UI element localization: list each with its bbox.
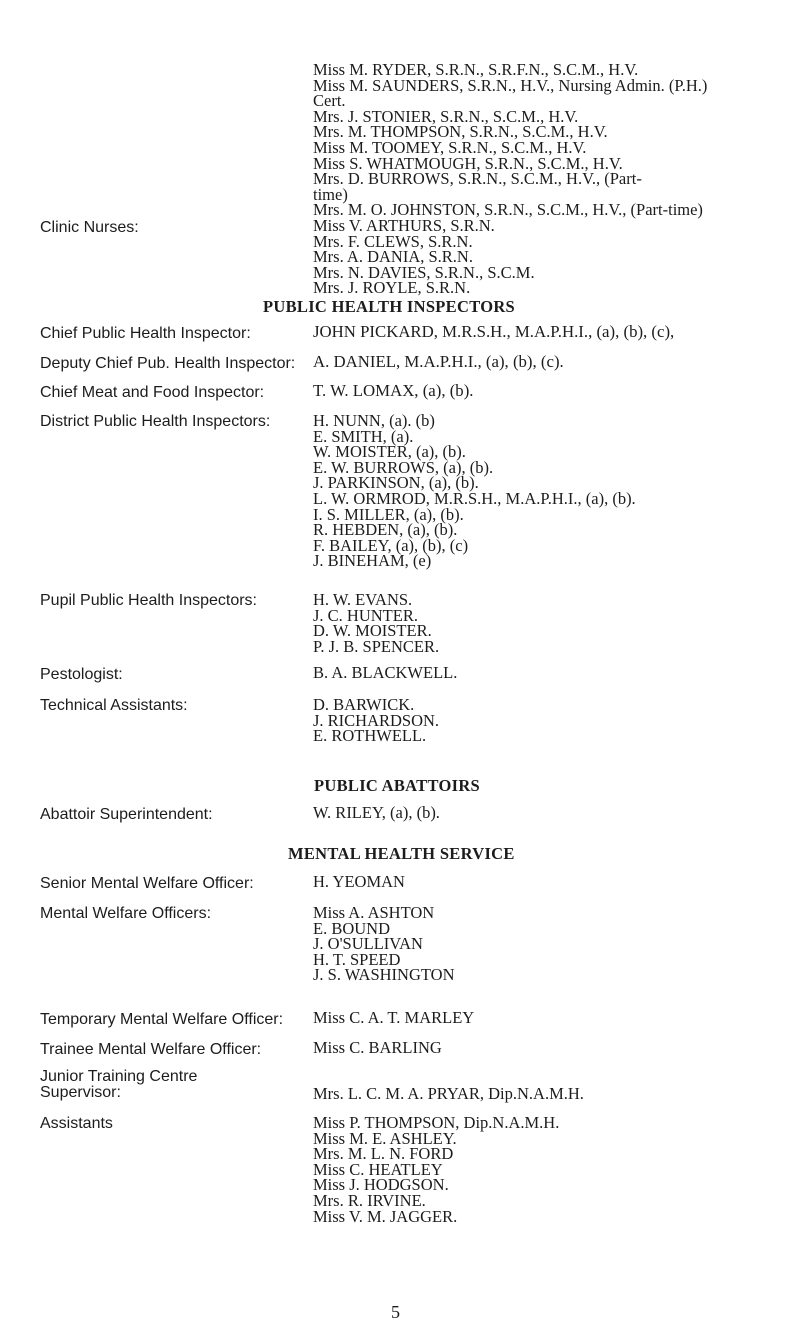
list-item: E. SMITH, (a).	[313, 426, 414, 446]
meat-inspector-name	[313, 383, 473, 399]
list-item: Miss M. SAUNDERS, S.R.N., H.V., Nursing Admin. (P.H.)	[313, 75, 708, 95]
page-number: 5	[391, 1302, 400, 1322]
trainee-officer-name	[313, 1040, 442, 1056]
list-item: Mrs. M. L. N. FORD	[313, 1144, 454, 1164]
list-item: Miss M. E. ASHLEY.	[313, 1128, 457, 1148]
temporary-officer-name	[313, 1010, 474, 1026]
pupil-inspectors-list	[313, 592, 439, 654]
nursing-staff-list	[313, 62, 707, 218]
list-item: Miss M. RYDER, S.R.N., S.R.F.N., S.C.M., H.V.	[313, 60, 639, 79]
list-item: Miss M. TOOMEY, S.R.N., S.C.M., H.V.	[313, 137, 587, 157]
assistants-label: Assistants	[40, 1115, 113, 1132]
district-inspectors-label: District Public Health Inspectors:	[40, 413, 271, 430]
list-item: P. J. B. SPENCER.	[313, 636, 440, 656]
list-item: B. A. BLACKWELL.	[313, 663, 458, 682]
pupil-inspectors-label: Pupil Public Health Inspectors:	[40, 592, 257, 609]
deputy-inspector-name	[313, 354, 564, 370]
list-item: D. BARWICK.	[313, 695, 415, 714]
list-item: H. W. EVANS.	[313, 590, 413, 609]
list-item: J. BINEHAM, (e)	[313, 551, 432, 571]
list-item: Mrs. F. CLEWS, S.R.N.	[313, 231, 473, 251]
list-item: Mrs. D. BURROWS, S.R.N., S.C.M., H.V., (Part-	[313, 169, 642, 189]
list-item: F. BAILEY, (a), (b), (c)	[313, 535, 469, 555]
list-item: time)	[313, 184, 348, 204]
junior-supervisor-label: Junior Training Centre Supervisor:	[40, 1068, 198, 1101]
list-item: J. PARKINSON, (a), (b).	[313, 473, 479, 493]
list-item: Mrs. M. O. JOHNSTON, S.R.N., S.C.M., H.V., (Part-time)	[313, 200, 703, 220]
clinic-nurses-label: Clinic Nurses:	[40, 219, 139, 236]
abattoir-superintendent-label: Abattoir Superintendent:	[40, 806, 213, 823]
list-item: T. W. LOMAX, (a), (b).	[313, 381, 474, 400]
abattoir-superintendent-name	[313, 805, 440, 821]
list-item: Mrs. M. THOMPSON, S.R.N., S.C.M., H.V.	[313, 122, 608, 142]
district-inspectors-list	[313, 413, 636, 569]
trainee-officer-label: Trainee Mental Welfare Officer:	[40, 1041, 262, 1058]
list-item: Miss C. HEATLEY	[313, 1159, 443, 1179]
list-item: H. T. SPEED	[313, 949, 401, 969]
list-item: D. W. MOISTER.	[313, 621, 432, 641]
list-item: W. RILEY, (a), (b).	[313, 803, 440, 822]
list-item: J. RICHARDSON.	[313, 710, 440, 730]
list-item: J. O'SULLIVAN	[313, 934, 423, 954]
list-item: Mrs. J. STONIER, S.R.N., S.C.M., H.V.	[313, 106, 579, 126]
list-item: Mrs. N. DAVIES, S.R.N., S.C.M.	[313, 262, 535, 282]
pestologist-name	[313, 665, 457, 681]
junior-supervisor-name	[313, 1086, 584, 1102]
welfare-officers-label: Mental Welfare Officers:	[40, 905, 212, 922]
chief-inspector-label: Chief Public Health Inspector:	[40, 325, 251, 342]
list-item: H. NUNN, (a). (b)	[313, 411, 435, 430]
list-item: Miss A. ASHTON	[313, 903, 435, 922]
clinic-nurses-list	[313, 218, 535, 296]
list-item: Miss P. THOMPSON, Dip.N.A.M.H.	[313, 1113, 560, 1132]
list-item: R. HEBDEN, (a), (b).	[313, 520, 458, 540]
list-item: Miss S. WHATMOUGH, S.R.N., S.C.M., H.V.	[313, 153, 623, 173]
chief-inspector-name	[313, 324, 674, 340]
list-item: Miss V. ARTHURS, S.R.N.	[313, 216, 495, 235]
temporary-officer-label: Temporary Mental Welfare Officer:	[40, 1011, 284, 1028]
public-health-heading: PUBLIC HEALTH INSPECTORS	[263, 297, 516, 316]
technical-assistants-label: Technical Assistants:	[40, 697, 188, 714]
list-item: J. C. HUNTER.	[313, 605, 418, 625]
list-item: Miss C. A. T. MARLEY	[313, 1008, 475, 1027]
list-item: JOHN PICKARD, M.R.S.H., M.A.P.H.I., (a), (b), (c),	[313, 322, 675, 341]
welfare-officers-list	[313, 905, 455, 983]
mental-health-heading: MENTAL HEALTH SERVICE	[288, 844, 515, 863]
list-item: Mrs. A. DANIA, S.R.N.	[313, 247, 473, 267]
list-item: Miss J. HODGSON.	[313, 1175, 449, 1195]
technical-assistants-list	[313, 697, 439, 744]
list-item: L. W. ORMROD, M.R.S.H., M.A.P.H.I., (a), (b).	[313, 488, 636, 508]
list-item: J. S. WASHINGTON	[313, 965, 455, 985]
senior-officer-name	[313, 874, 405, 890]
list-item: Miss C. BARLING	[313, 1038, 442, 1057]
list-item: W. MOISTER, (a), (b).	[313, 442, 466, 462]
deputy-inspector-label: Deputy Chief Pub. Health Inspector:	[40, 355, 296, 372]
list-item: A. DANIEL, M.A.P.H.I., (a), (b), (c).	[313, 352, 564, 371]
abattoirs-heading: PUBLIC ABATTOIRS	[314, 776, 481, 795]
list-item: E. W. BURROWS, (a), (b).	[313, 457, 494, 477]
list-item: Cert.	[313, 91, 346, 111]
list-item: Miss V. M. JAGGER.	[313, 1206, 458, 1226]
list-item: E. BOUND	[313, 918, 390, 938]
list-item: E. ROTHWELL.	[313, 726, 427, 746]
meat-inspector-label: Chief Meat and Food Inspector:	[40, 384, 265, 401]
pestologist-label: Pestologist:	[40, 666, 123, 683]
list-item: I. S. MILLER, (a), (b).	[313, 504, 464, 524]
list-item: H. YEOMAN	[313, 872, 405, 891]
list-item: Mrs. J. ROYLE, S.R.N.	[313, 278, 471, 298]
list-item: Mrs. R. IRVINE.	[313, 1190, 426, 1210]
list-item: Mrs. L. C. M. A. PRYAR, Dip.N.A.M.H.	[313, 1084, 584, 1103]
senior-officer-label: Senior Mental Welfare Officer:	[40, 875, 254, 892]
assistants-list	[313, 1115, 559, 1224]
